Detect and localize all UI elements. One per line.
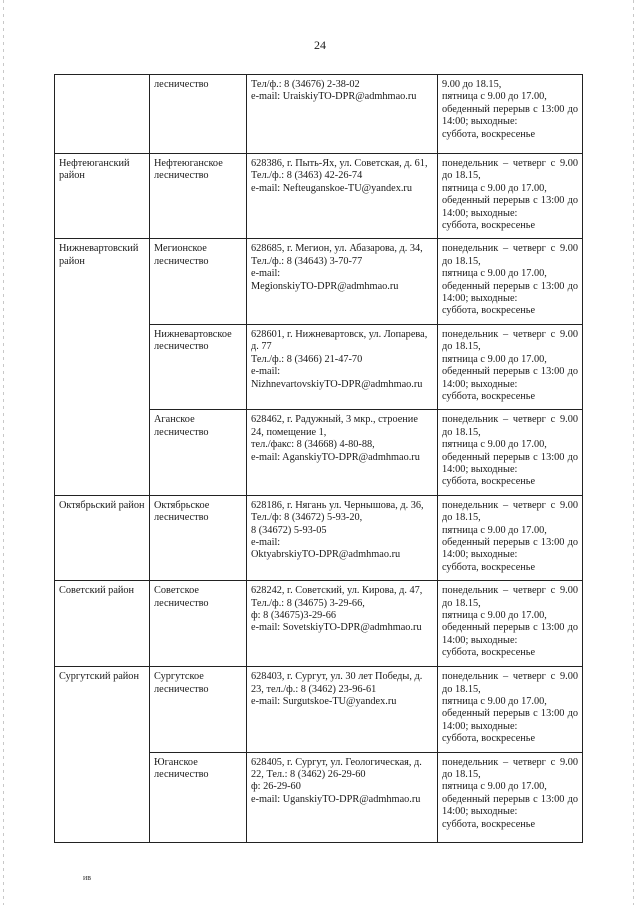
forestry-cell: Нижневартовское лесничество bbox=[150, 324, 247, 409]
hours-cell: понедельник – четверг с 9.00 до 18.15, пятница с 9.00 до 17.00, обеденный перерыв с 13:00 до 14:00; выходные: суббота, воскресенье bbox=[438, 667, 583, 752]
contacts-cell: Тел/ф.: 8 (34676) 2-38-02 e-mail: UraiskiyTO-DPR@admhmao.ru bbox=[247, 75, 438, 154]
hours-cell: понедельник – четверг с 9.00 до 18.15, пятница с 9.00 до 17.00, обеденный перерыв с 13:00 до 14:00; выходные: суббота, воскресенье bbox=[438, 154, 583, 239]
forestry-cell: Мегионское лесничество bbox=[150, 239, 247, 324]
hours-cell: понедельник – четверг с 9.00 до 18.15, пятница с 9.00 до 17.00, обеденный перерыв с 13:00 до 14:00; выходные: суббота, воскресенье bbox=[438, 324, 583, 409]
district-cell: Октябрьский район bbox=[55, 495, 150, 580]
hours-cell: понедельник – четверг с 9.00 до 18.15, пятница с 9.00 до 17.00, обеденный перерыв с 13:00 до 14:00; выходные: суббота, воскресенье bbox=[438, 239, 583, 324]
table-row bbox=[55, 75, 583, 154]
forestry-cell: Юганское лесничество bbox=[150, 752, 247, 842]
forestry-cell: Аганское лесничество bbox=[150, 410, 247, 495]
forestry-cell: лесничество bbox=[150, 75, 247, 154]
forestry-cell: Советское лесничество bbox=[150, 581, 247, 667]
table-row bbox=[55, 495, 583, 580]
hours-cell: понедельник – четверг с 9.00 до 18.15, пятница с 9.00 до 17.00, обеденный перерыв с 13:00 до 14:00; выходные: суббота, воскресенье bbox=[438, 410, 583, 495]
table-row bbox=[55, 581, 583, 667]
hours-cell: понедельник – четверг с 9.00 до 18.15, пятница с 9.00 до 17.00, обеденный перерыв с 13:00 до 14:00; выходные: суббота, воскресенье bbox=[438, 581, 583, 667]
page-number: 24 bbox=[314, 38, 326, 52]
forestry-offices-table bbox=[54, 74, 583, 843]
table-row bbox=[55, 239, 583, 324]
contacts-cell: 628186, г. Нягань ул. Чернышова, д. 36, Тел./ф: 8 (34672) 5-93-20, 8 (34672) 5-93-05 e-mail: OktyabrskiyTO-DPR@admhmao.ru bbox=[247, 495, 438, 580]
forestry-cell: Октябрьское лесничество bbox=[150, 495, 247, 580]
district-cell: Сургутский район bbox=[55, 667, 150, 842]
contacts-cell: 628242, г. Советский, ул. Кирова, д. 47, Тел./ф.: 8 (34675) 3-29-66, ф: 8 (34675)3-29-66 e-mail: SovetskiyTO-DPR@admhmao.ru bbox=[247, 581, 438, 667]
district-cell: Нижневартовский район bbox=[55, 239, 150, 495]
footer-mark: ив bbox=[83, 873, 92, 882]
contacts-cell: 628386, г. Пыть-Ях, ул. Советская, д. 61, Тел./ф.: 8 (3463) 42-26-74 e-mail: Nefteuganskoe-TU@yandex.ru bbox=[247, 154, 438, 239]
forestry-cell: Сургутское лесничество bbox=[150, 667, 247, 752]
hours-cell: понедельник – четверг с 9.00 до 18.15, пятница с 9.00 до 17.00, обеденный перерыв с 13:00 до 14:00; выходные: суббота, воскресенье bbox=[438, 752, 583, 842]
contacts-cell: 628601, г. Нижневартовск, ул. Лопарева, д. 77 Тел./ф.: 8 (3466) 21-47-70 e-mail: NizhnevartovskiyTO-DPR@admhmao.ru bbox=[247, 324, 438, 409]
forestry-cell: Нефтеюганское лесничество bbox=[150, 154, 247, 239]
district-cell: Советский район bbox=[55, 581, 150, 667]
contacts-cell: 628685, г. Мегион, ул. Абазарова, д. 34, Тел./ф.: 8 (34643) 3-70-77 e-mail: MegionskiyTO-DPR@admhmao.ru bbox=[247, 239, 438, 324]
contacts-cell: 628405, г. Сургут, ул. Геологическая, д. 22, Тел.: 8 (3462) 26-29-60 ф: 26-29-60 e-mail: UganskiyTO-DPR@admhmao.ru bbox=[247, 752, 438, 842]
contacts-cell: 628403, г. Сургут, ул. 30 лет Победы, д. 23, тел./ф.: 8 (3462) 23-96-61 e-mail: Surgutskoe-TU@yandex.ru bbox=[247, 667, 438, 752]
hours-cell: 9.00 до 18.15, пятница с 9.00 до 17.00, обеденный перерыв с 13:00 до 14:00; выходные: суббота, воскресенье bbox=[438, 75, 583, 154]
table-row bbox=[55, 667, 583, 752]
contacts-cell: 628462, г. Радужный, 3 мкр., строение 24, помещение 1, тел./факс: 8 (34668) 4-80-88, e-mail: AganskiyTO-DPR@admhmao.ru bbox=[247, 410, 438, 495]
district-cell bbox=[55, 75, 150, 154]
scan-edge-left bbox=[3, 0, 4, 905]
scan-edge-right bbox=[633, 0, 634, 905]
district-cell: Нефтеюганский район bbox=[55, 154, 150, 239]
table-row bbox=[55, 154, 583, 239]
hours-cell: понедельник – четверг с 9.00 до 18.15, пятница с 9.00 до 17.00, обеденный перерыв с 13:00 до 14:00; выходные: суббота, воскресенье bbox=[438, 495, 583, 580]
